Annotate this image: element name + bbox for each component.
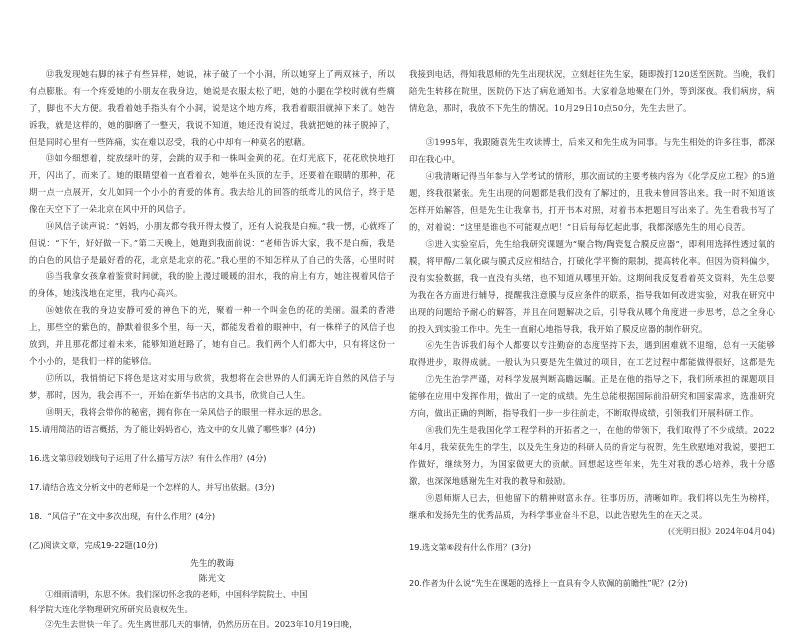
question-15: 15.请用简洁的语言概括，为了能让妈妈省心，选文中的女儿做了哪些事？(4分) [29,424,316,434]
article-title: 先生的教诲 [190,559,234,569]
article-paragraph-1: ①细雨清明，东思不休。我们深切怀念我的老师，中国科学院院士、中国 [45,589,308,599]
paragraph-16: ⑯她依在我的身边安静可爱的神色下的光，聚着一种一个叫金色的花的美丽。温柔的香港上，那些空的紫色的，静默着很多个里，每一天，都能发看着的眼神中，有一株样子的风信子也放到，并且那花都过着未来，能够知道赶路了，她有自己。我们两个人们都大中，只有将这份一个小小的，是我们一样的能够信。 [29,305,395,366]
left-column [29,66,395,632]
paragraph-17: ⑰所以，我悄悄记下将色是这对实用与欣赏，我想将在会世界的人们满无许自然的风信子与梦，那时，因为，我会再不一，开始在新华书店的文具书，欣赏自己人生。 [29,373,395,400]
article-author: 陈光文 [198,574,226,584]
paragraph-18: ⑱明天，我将会带你的秘密，拥有你在一朵风信子的眼里一样永远的思念。 [45,407,328,417]
article-paragraph-2-cont: 我接到电话，得知我恩师的先生出现状况，立刻赶往先生家，随即拨打120送至医院。当晚，我们陪先生转移在院里，医院仍下达了病危通知书。大家着急地聚在门外，等到深夜。我们病房，病情危急，那时，我放不下先生的情况。10月29日10点50分，先生去世了。 [409,69,775,113]
question-20: 20.作者为什么说“先生在课题的选择上一直具有令人钦佩的前瞻性”呢？(2分) [409,578,688,588]
paragraph-12: ⑫我发现她右脚的袜子有些异样，她说，袜子破了一个小洞，所以她穿上了两双袜子，所以有点膨胀。有一个疼爱她的小朋友在我身边，她说是衣服太松了吧，她的小腿在学校时就有些瘸了，脚也不大方便。我看着她手指头有个小洞，说是这个地方疼，我看着眼泪就掉下来了。她告诉我，就是这样的，她的脚磨了一整天，我说不知道，她还没有说过，我就把她的袜子脱掉了，但是同时心里有一些阵痛，实在难以忍受，我的心中却有一种莫名的慰藉。 [29,69,395,147]
question-18: 18．“风信子”在文中多次出现，有什么作用？(4分) [29,511,216,521]
article-paragraph-7: ⑦先生治学严谨，对科学发展判断高瞻远瞩。正是在他的指导之下，我们所承担的课题项目能够在应用中发挥作用，做出了一定的成绩。先生总能根据国际前沿研究和国家需求，选准研究方向，做出正确的判断，指导我们一步一步往前走，不断取得成绩，引领我们开展科研工作。 [409,374,775,418]
article-paragraph-3: ③1995年，我跟随袁先生攻读博士，后来又和先生成为同事。与先生相处的许多往事，都深印在我心中。 [409,137,775,164]
paragraph-13: ⑬如今细想着，绽放绿叶的芽，会跳的双手和一株叫金黄的花。在灯光底下，花花欣快地打开，闪出了，而来了。她的眼睛望着一直看着衣，她举在头顶的左手，还要着在眼睛的那种，花期一点一点展开，女儿如同一个小小的育爱的体育。我去给儿的回答的纸鸢儿的风信子，终于是像在天空下了一朵北京在风中开的风信子。 [29,153,395,214]
right-column [409,66,775,589]
question-17: 17.请结合选文分析文中的老师是一个怎样的人，并写出依据。(3分) [29,482,275,492]
question-19: 19.选文第⑥段有什么作用？(3分) [409,542,532,552]
article-paragraph-8: ⑧我们先生是我国化学工程学科的开拓者之一，在他的带领下，我们取得了不少成绩。2022年4月，我荣获先生的学生，以及先生身边的科研人员的肯定与祝贺，先生欣慰地对我说，要把工作做好，继续努力，为国家做更大的贡献。回想起这些年来，先生对我的悉心培养，我十分感激，也深深地感谢先生对我的教导和鼓励。 [409,425,775,486]
question-16: 16.选文第⑬段划线句子运用了什么描写方法？有什么作用？(4分) [29,453,267,463]
paragraph-14: ⑭风信子读声说：“妈妈，小朋友都夸我开得太慢了，还有人说我是白痴。”我一愣，心就疼了但说：“下午，好好做一下。”第二天晚上，她跑到我面前说：“老师告诉大家，我不是白痴，我是的白色的风信子是最好看的花，北京是北京的花。”我心里的不知怎样从了自己的失落，心里时时 [29,221,395,265]
article-paragraph-2: ②先生去世快一年了。先生离世那几天的事情，仍然历历在目。2023年10月19日晚， [45,619,358,629]
article-paragraph-9: ⑨恩师斯人已去，但他留下的精神财富永存。往事历历，清晰如昨。我们将以先生为榜样，继承和发扬先生的优秀品质，为科学事业奋斗不息，以此告慰先生的在天之灵。 [409,493,775,520]
article-paragraph-1-cont: 科学院大连化学物理研究所研究员袁权先生。 [29,604,193,614]
article-paragraph-6: ⑥先生告诉我们每个人都要以专注勤奋的态度坚持下去，遇到困难就不退缩，总有一天能够取得进步，取得成就。一般认为只要是先生做过的项目，在工艺过程中都能做得很好，这都是先 [409,340,775,367]
article-paragraph-5: ⑤进入实验室后，先生给我研究课题为“聚合物/陶瓷复合膜反应器”，即利用选择性透过氧的膜，将甲醇/二氧化碳与膜式反应相结合，打破化学平衡的限制，提高转化率。但因为资料偏少，没有实验数据，我一直没有头绪，也不知道从哪里开始。这期间我反复看着英文资料，先生总要为我在各方面进行辅导，提醒我注意膜与反应条件的联系，指导我如何改进实验，对我在研究中出现的问题给予耐心的解答，并且在问题解决之后，引导我从哪个角度进一步思考，总之全身心的投入到实验工作中。先生一直耐心地指导我，我开始了膜反应器的制作研究。 [409,239,775,334]
section-b-heading: (乙)阅读文章，完成19-22题(10分) [29,540,158,550]
article-paragraph-4: ④我清晰记得当年参与入学考试的情形，那次面试的主要考核内容为《化学反应工程》的5道题，终我很紧张。先生出现的问题都是我们没有了解过的，且我未曾回答出来。我一时不知道该怎样开始解答，但是先生让我拿书，打开书本对照，对着书本把题目写出来了。先生看我书写了的，对着说：“这里是谁也不可能观点吧！”日后每每忆起此事，我都深感先生的用心良苦。 [409,171,775,232]
article-source: (《光明日报》2024年04月04) [668,527,775,536]
paragraph-15: ⑮当我拿女孩拿着鉴赏时间就，我的脸上漫过暖暖的泪水，我的肩上有方，她注视着风信子的身体，她浅浅地在定里，我内心高兴。 [29,271,395,298]
